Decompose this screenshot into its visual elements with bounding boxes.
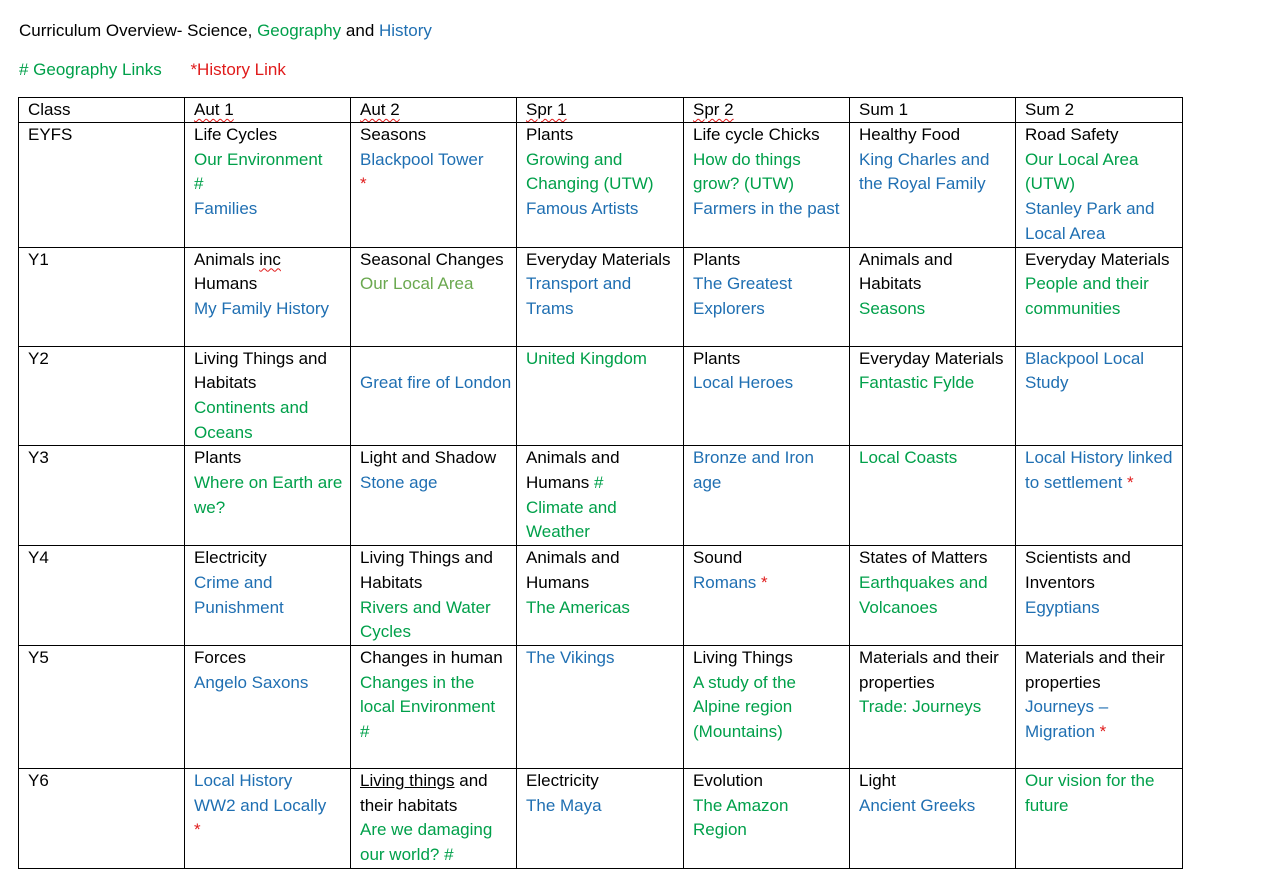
topic-line [194, 818, 346, 843]
table-row [19, 446, 1183, 546]
topic-line [693, 371, 845, 396]
curriculum-table [18, 97, 1183, 869]
column-header-aut2: Aut 2 [351, 98, 517, 123]
topic-text: Bronze and Iron age [693, 448, 814, 493]
topic-line [859, 695, 1011, 720]
topic-text: Blackpool Tower [360, 149, 484, 169]
topic-line [194, 769, 346, 794]
topic-line [194, 546, 346, 571]
topic-text: Plants [693, 348, 741, 368]
topic-text: Living Things and Habitats [360, 548, 493, 592]
geography-link-key: # Geography Links [19, 60, 162, 79]
topic-cell-sum2 [1016, 247, 1183, 346]
topic-line [1025, 148, 1178, 197]
topic-line [859, 646, 1011, 695]
topic-text: Animals and Humans [526, 548, 620, 592]
topic-line [526, 794, 679, 819]
topic-text: Road Safety [1025, 125, 1119, 144]
title-history: History [379, 21, 432, 40]
title-geography: Geography [257, 21, 342, 40]
topic-line [360, 546, 512, 595]
topic-cell-sum2 [1016, 446, 1183, 546]
topic-line [1025, 596, 1178, 621]
topic-line [194, 172, 346, 197]
topic-cell-spr1 [517, 247, 684, 346]
topic-cell-aut2 [351, 645, 517, 768]
topic-text: My Family History [194, 298, 330, 318]
topic-line [526, 347, 679, 372]
topic-line [526, 596, 679, 621]
topic-line [526, 148, 679, 197]
topic-text: Materials and their properties [859, 647, 999, 692]
topic-cell-aut2 [351, 546, 517, 646]
page-title [19, 20, 432, 42]
header-row [19, 98, 1183, 123]
topic-text: Our vision for the future [1025, 770, 1155, 815]
topic-line [194, 646, 346, 671]
column-header-sum1: Sum 1 [850, 98, 1016, 123]
topic-cell-aut1 [185, 546, 351, 646]
topic-text: Earthquakes and Volcanoes [859, 572, 988, 617]
topic-text: The Amazon Region [693, 795, 789, 840]
column-header-aut1: Aut 1 [185, 98, 351, 123]
topic-text: Light and Shadow [360, 448, 497, 468]
topic-line [360, 446, 512, 471]
topic-cell-spr1 [517, 346, 684, 446]
topic-text: Ancient Greeks [859, 795, 976, 815]
topic-line [693, 272, 845, 321]
topic-text: * [360, 174, 367, 194]
topic-line [859, 148, 1011, 197]
topic-cell-sum1 [850, 123, 1016, 248]
topic-cell-spr1 [517, 768, 684, 868]
topic-text: # [194, 174, 204, 194]
topic-text: Seasons [360, 125, 427, 144]
topic-text: Local History [194, 770, 293, 790]
topic-text: Materials and their properties [1025, 647, 1165, 692]
topic-text: United Kingdom [526, 348, 647, 368]
topic-text: Living Things and Habitats [194, 348, 327, 393]
topic-text: Climate and Weather [526, 497, 617, 542]
topic-text: * [194, 820, 201, 840]
topic-line [693, 671, 845, 745]
topic-line [526, 272, 679, 321]
topic-text: Plants [194, 448, 242, 468]
topic-text: The Maya [526, 795, 602, 815]
topic-line [526, 123, 679, 148]
topic-line [526, 496, 679, 545]
link-key [19, 59, 286, 81]
topic-text: Changes in the local Environment [360, 672, 496, 717]
topic-text: How do things grow? (UTW) [693, 149, 801, 194]
topic-text: Everyday Materials [1025, 249, 1170, 269]
topic-text: Animals inc Humans [194, 249, 281, 294]
topic-line [1025, 347, 1178, 396]
class-cell: Y1 [19, 247, 185, 346]
topic-cell-spr2 [684, 346, 850, 446]
topic-cell-aut2 [351, 247, 517, 346]
topic-line [693, 446, 845, 495]
topic-line [693, 347, 845, 372]
topic-text [360, 349, 365, 368]
topic-cell-spr1 [517, 546, 684, 646]
topic-line [1025, 123, 1178, 148]
topic-text: Stanley Park and Local Area [1025, 199, 1155, 243]
topic-line [1025, 248, 1178, 273]
topic-cell-sum2 [1016, 123, 1183, 248]
topic-line [859, 769, 1011, 794]
topic-line [859, 546, 1011, 571]
topic-cell-aut1 [185, 346, 351, 446]
topic-line [859, 297, 1011, 322]
topic-cell-spr1 [517, 446, 684, 546]
topic-cell-sum1 [850, 446, 1016, 546]
topic-text: Continents and Oceans [194, 397, 309, 442]
class-cell: Y2 [19, 346, 185, 446]
topic-text: Romans [693, 572, 757, 592]
topic-line [1025, 446, 1178, 495]
title-and: and [341, 21, 379, 40]
topic-text: Local Heroes [693, 373, 794, 393]
topic-line [859, 371, 1011, 396]
topic-text: Living Things [693, 647, 793, 667]
topic-text: Blackpool Local Study [1025, 348, 1145, 393]
topic-line [194, 297, 346, 322]
topic-line [360, 172, 512, 197]
history-link-marker: * [1122, 473, 1134, 493]
topic-text: Growing and Changing (UTW) [526, 149, 654, 194]
topic-cell-aut2 [351, 768, 517, 868]
topic-text: Angelo Saxons [194, 672, 309, 692]
history-link-marker: * [756, 572, 768, 592]
topic-cell-aut1 [185, 123, 351, 248]
topic-line [693, 248, 845, 273]
topic-line [360, 148, 512, 173]
topic-text: Famous Artists [526, 199, 639, 219]
topic-line [693, 123, 845, 148]
topic-text: The Greatest Explorers [693, 274, 793, 318]
history-link-marker: * [1094, 722, 1107, 742]
table-row [19, 247, 1183, 346]
table-row [19, 768, 1183, 868]
topic-text: Stone age [360, 473, 438, 493]
topic-line [360, 471, 512, 496]
topic-text: Where on Earth are we? [194, 473, 343, 517]
class-cell: Y5 [19, 645, 185, 768]
topic-text: Egyptians [1025, 597, 1100, 617]
topic-cell-aut1 [185, 645, 351, 768]
topic-line [526, 248, 679, 273]
topic-text: Local Coasts [859, 448, 958, 468]
topic-line [194, 248, 346, 297]
topic-text: States of Matters [859, 548, 988, 568]
topic-text: Scientists and Inventors [1025, 548, 1131, 592]
topic-line [859, 248, 1011, 297]
topic-line [360, 347, 512, 372]
topic-text: Are we damaging our world? # [360, 820, 493, 865]
topic-cell-spr2 [684, 546, 850, 646]
table-row [19, 346, 1183, 446]
class-cell: Y6 [19, 768, 185, 868]
topic-line [1025, 197, 1178, 246]
topic-line [360, 818, 512, 867]
topic-line [859, 123, 1011, 148]
topic-text: Healthy Food [859, 125, 961, 144]
topic-line [194, 347, 346, 396]
topic-line [194, 571, 346, 620]
topic-line [360, 123, 512, 148]
topic-line [859, 794, 1011, 819]
topic-cell-spr1 [517, 123, 684, 248]
topic-cell-spr1 [517, 645, 684, 768]
topic-text: Animals and Habitats [859, 249, 953, 294]
topic-line [693, 546, 845, 571]
topic-text: A study of the Alpine region (Mountains) [693, 672, 797, 742]
topic-text: Our Local Area (UTW) [1025, 149, 1139, 194]
column-header-class: Class [19, 98, 185, 123]
topic-text: Electricity [194, 548, 267, 568]
topic-line [526, 546, 679, 595]
topic-line [360, 671, 512, 720]
topic-line [693, 148, 845, 197]
topic-cell-sum1 [850, 768, 1016, 868]
topic-text: Seasons [859, 298, 926, 318]
topic-text: The Vikings [526, 647, 615, 667]
topic-line [360, 646, 512, 671]
title-prefix: Curriculum Overview- Science, [19, 21, 258, 40]
topic-text: Farmers in the past [693, 199, 840, 219]
topic-line [360, 371, 512, 396]
topic-text: Our Local Area [360, 274, 474, 294]
topic-text: Living things and their habitats [360, 770, 488, 815]
topic-cell-sum2 [1016, 546, 1183, 646]
topic-cell-sum1 [850, 546, 1016, 646]
topic-cell-aut2 [351, 346, 517, 446]
topic-line [693, 794, 845, 843]
topic-line [859, 347, 1011, 372]
topic-text: Life cycle Chicks [693, 125, 820, 144]
topic-line [194, 671, 346, 696]
topic-line [526, 197, 679, 222]
topic-line [360, 769, 512, 818]
topic-text: King Charles and the Royal Family [859, 149, 990, 194]
topic-cell-aut2 [351, 446, 517, 546]
topic-text: Crime and Punishment [194, 572, 284, 617]
topic-line [360, 720, 512, 745]
topic-text: Our Environment [194, 149, 323, 169]
geography-link-marker: # [589, 473, 604, 493]
topic-text: Great fire of London [360, 373, 512, 393]
topic-text: Forces [194, 647, 246, 667]
topic-cell-aut1 [185, 446, 351, 546]
class-cell: EYFS [19, 123, 185, 248]
topic-text: Journeys – Migration [1025, 697, 1109, 742]
topic-text: People and their communities [1025, 274, 1149, 318]
topic-cell-spr2 [684, 123, 850, 248]
topic-line [526, 769, 679, 794]
topic-line [1025, 695, 1178, 744]
topic-cell-spr2 [684, 247, 850, 346]
topic-cell-spr2 [684, 645, 850, 768]
table-row [19, 645, 1183, 768]
topic-text: Seasonal Changes [360, 249, 504, 269]
topic-text: Trade: Journeys [859, 697, 982, 717]
table-row [19, 546, 1183, 646]
topic-line [1025, 646, 1178, 695]
topic-line [194, 396, 346, 445]
topic-text: Sound [693, 548, 743, 568]
class-cell: Y4 [19, 546, 185, 646]
topic-line [1025, 769, 1178, 818]
topic-line [194, 123, 346, 148]
topic-cell-sum1 [850, 247, 1016, 346]
topic-line [1025, 272, 1178, 321]
topic-line [360, 272, 512, 297]
topic-line [194, 446, 346, 471]
topic-line [859, 446, 1011, 471]
topic-line [360, 596, 512, 645]
topic-cell-aut2 [351, 123, 517, 248]
topic-cell-aut1 [185, 247, 351, 346]
topic-line [693, 769, 845, 794]
topic-text: WW2 and Locally [194, 795, 327, 815]
column-header-spr1: Spr 1 [517, 98, 684, 123]
topic-cell-spr2 [684, 768, 850, 868]
topic-text: Transport and Trams [526, 274, 632, 318]
topic-cell-sum1 [850, 346, 1016, 446]
topic-text: The Americas [526, 597, 630, 617]
topic-text: Fantastic Fylde [859, 373, 975, 393]
topic-text: # [360, 722, 370, 742]
class-cell: Y3 [19, 446, 185, 546]
topic-text: Plants [526, 125, 574, 144]
topic-line [693, 646, 845, 671]
topic-cell-sum1 [850, 645, 1016, 768]
topic-cell-spr2 [684, 446, 850, 546]
topic-text: Rivers and Water Cycles [360, 597, 491, 642]
topic-text: Everyday Materials [526, 249, 671, 269]
topic-cell-sum2 [1016, 768, 1183, 868]
topic-cell-sum2 [1016, 645, 1183, 768]
topic-line [526, 646, 679, 671]
table-row [19, 123, 1183, 248]
history-link-key: *History Link [190, 60, 286, 79]
topic-text: Families [194, 199, 258, 219]
topic-text: Plants [693, 249, 741, 269]
topic-text: Electricity [526, 770, 599, 790]
topic-line [194, 794, 346, 819]
topic-line [693, 571, 845, 596]
topic-line [194, 197, 346, 222]
column-header-spr2: Spr 2 [684, 98, 850, 123]
topic-text: Everyday Materials [859, 348, 1004, 368]
topic-line [194, 148, 346, 173]
topic-cell-sum2 [1016, 346, 1183, 446]
column-header-sum2: Sum 2 [1016, 98, 1183, 123]
topic-text: Life Cycles [194, 125, 278, 144]
topic-text: Evolution [693, 770, 763, 790]
topic-cell-aut1 [185, 768, 351, 868]
topic-text: Changes in human [360, 647, 503, 667]
topic-text: Local History linked to settlement [1025, 448, 1173, 493]
topic-line [360, 248, 512, 273]
topic-line [693, 197, 845, 222]
topic-text: Light [859, 770, 896, 790]
table-body [19, 123, 1183, 869]
topic-text: Animals and Humans [526, 448, 620, 493]
topic-line [526, 446, 679, 495]
topic-line [1025, 546, 1178, 595]
topic-line [194, 471, 346, 520]
topic-line [859, 571, 1011, 620]
